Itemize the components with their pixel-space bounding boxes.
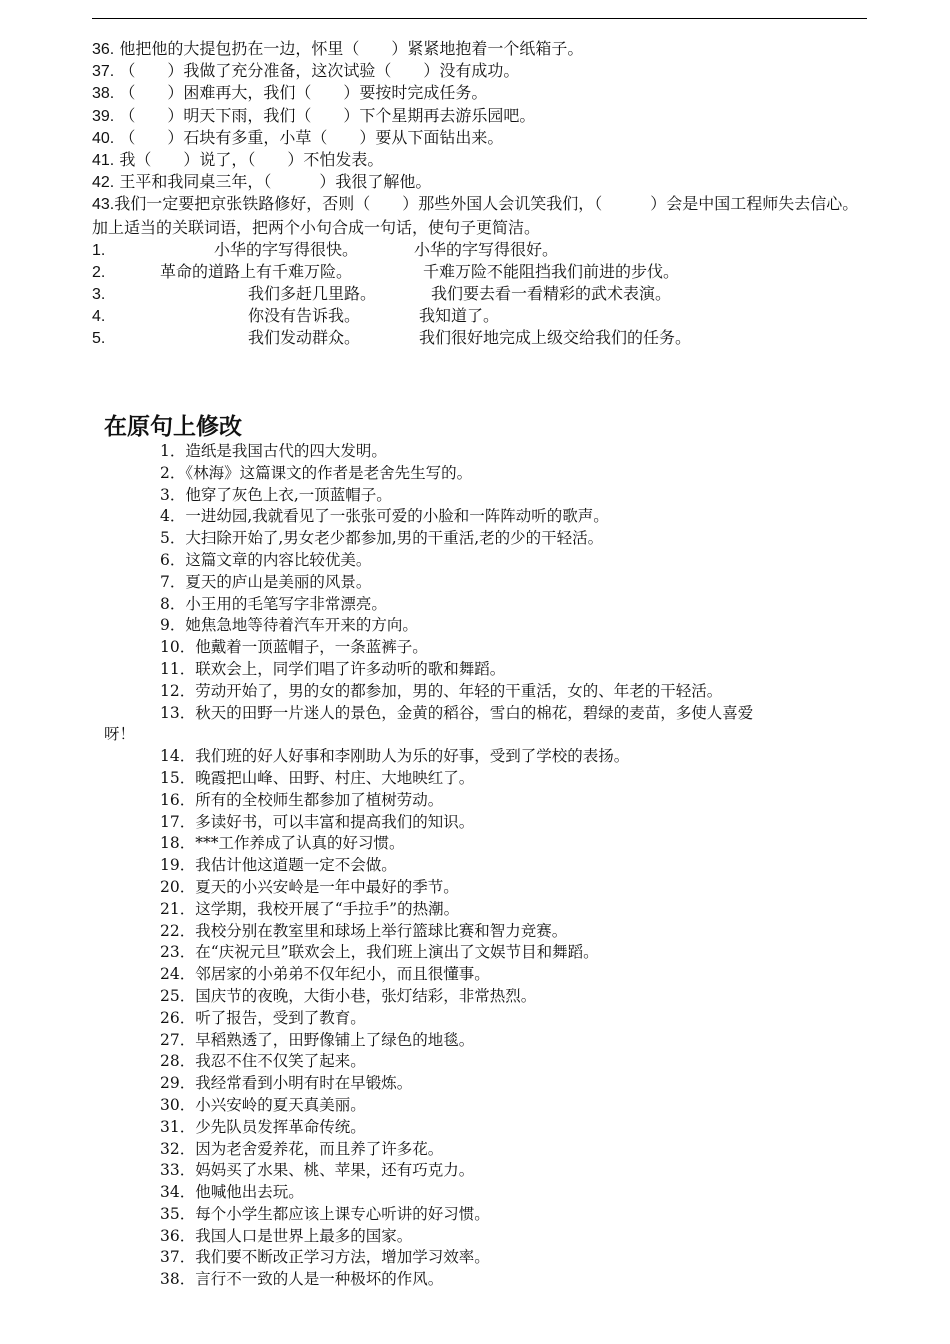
exercise-item-39: 39. （ ）明天下雨，我们（ ）下个星期再去游乐园吧。: [92, 105, 536, 125]
exercise-item-38: 38. （ ）困难再大，我们（ ）要按时完成任务。: [92, 83, 488, 103]
revision-item: 23．在“庆祝元旦”联欢会上，我们班上演出了文娱节目和舞蹈。: [160, 943, 599, 962]
revision-section: [104, 441, 868, 1291]
revision-item: 34．他喊他出去玩。: [160, 1183, 304, 1202]
revision-item: 32．因为老舍爱养花，而且养了许多花。: [160, 1139, 444, 1158]
top-rule: [92, 18, 867, 19]
revision-item: 4．一进幼园,我就看见了一张张可爱的小脸和一阵阵动听的歌声。: [160, 507, 609, 526]
combine-item-5: 5. 我们发动群众。 我们很好地完成上级交给我们的任务。: [92, 328, 692, 348]
revision-item: 36．我国人口是世界上最多的国家。: [160, 1226, 413, 1245]
revision-item: 2．《林海》这篇课文的作者是老舍先生写的。: [160, 463, 473, 482]
revision-item: 24．邻居家的小弟弟不仅年纪小，而且很懂事。: [160, 965, 490, 984]
combine-item-1: 1. 小华的字写得很快。 小华的字写得很好。: [92, 239, 559, 259]
revision-item: 15．晚霞把山峰、田野、村庄、大地映红了。: [160, 768, 475, 787]
revision-item: 37．我们要不断改正学习方法，增加学习效率。: [160, 1248, 490, 1267]
revision-item: 26．听了报告，受到了教育。: [160, 1008, 366, 1027]
revision-item: 17．多读好书，可以丰富和提高我们的知识。: [160, 812, 475, 831]
revision-item: 3．他穿了灰色上衣,一顶蓝帽子。: [160, 485, 392, 504]
revision-item: 12．劳动开始了，男的女的都参加，男的、年轻的干重活，女的、年老的干轻活。: [160, 681, 723, 700]
revision-item: 14．我们班的好人好事和李刚助人为乐的好事，受到了学校的表扬。: [160, 747, 630, 766]
revision-item: 9．她焦急地等待着汽车开来的方向。: [160, 616, 418, 635]
revision-item: 30．小兴安岭的夏天真美丽。: [160, 1095, 366, 1114]
combine-item-3: 3. 我们多赶几里路。 我们要去看一看精彩的武术表演。: [92, 284, 672, 304]
combine-item-4: 4. 你没有告诉我。 我知道了。: [92, 306, 500, 326]
revision-item: 13．秋天的田野一片迷人的景色，金黄的稻谷，雪白的棉花，碧绿的麦苗，多使人喜爱: [160, 703, 754, 722]
revision-item: 27．早稻熟透了，田野像铺上了绿色的地毯。: [160, 1030, 475, 1049]
combine-instruction: 加上适当的关联词语，把两个小句合成一句话，使句子更简洁。: [92, 217, 541, 237]
revision-item: 22．我校分别在教室里和球场上举行篮球比赛和智力竞赛。: [160, 921, 568, 940]
exercise-item-42: 42. 王平和我同桌三年，（ ）我很了解他。: [92, 172, 432, 192]
revision-item: 18．***工作养成了认真的好习惯。: [160, 834, 405, 853]
exercise-item-37: 37. （ ）我做了充分准备，这次试验（ ）没有成功。: [92, 61, 520, 81]
revision-item: 20．夏天的小兴安岭是一年中最好的季节。: [160, 877, 459, 896]
revision-item: 19．我估计他这道题一定不会做。: [160, 856, 397, 875]
revision-item: 8．小王用的毛笔写字非常漂亮。: [160, 594, 387, 613]
revision-item: 11．联欢会上，同学们唱了许多动听的歌和舞蹈。: [160, 659, 506, 678]
exercise-item-43: 43.我们一定要把京张铁路修好，否则（ ）那些外国人会讥笑我们，（ ）会是中国工程师失去信心。: [92, 194, 859, 214]
exercise-item-36: 36. 他把他的大提包扔在一边，怀里（ ）紧紧地抱着一个纸箱子。: [92, 39, 584, 58]
revision-item: 16．所有的全校师生都参加了植树劳动。: [160, 790, 444, 809]
fill-in-section: [92, 38, 868, 350]
revision-item: 7．夏天的庐山是美丽的风景。: [160, 572, 372, 591]
revision-item: 25．国庆节的夜晚，大街小巷，张灯结彩，非常热烈。: [160, 986, 537, 1005]
section-title: 在原句上修改: [104, 414, 242, 440]
revision-item: 28．我忍不住不仅笑了起来。: [160, 1052, 366, 1071]
revision-item: 6．这篇文章的内容比较优美。: [160, 550, 372, 569]
revision-item: 21．这学期，我校开展了“手拉手”的热潮。: [160, 899, 460, 918]
revision-item: 10．他戴着一顶蓝帽子，一条蓝裤子。: [160, 638, 428, 657]
revision-item: 33．妈妈买了水果、桃、苹果，还有巧克力。: [160, 1161, 475, 1180]
exercise-item-40: 40. （ ）石块有多重，小草（ ）要从下面钻出来。: [92, 127, 504, 147]
exercise-item-41: 41. 我（ ）说了，（ ）不怕发表。: [92, 149, 384, 169]
revision-item: 38．言行不一致的人是一种极坏的作风。: [160, 1270, 444, 1289]
revision-item: 1．造纸是我国古代的四大发明。: [160, 442, 387, 460]
revision-item: 35．每个小学生都应该上课专心听讲的好习惯。: [160, 1204, 490, 1223]
revision-item: 5．大扫除开始了,男女老少都参加,男的干重活,老的少的干轻活。: [160, 529, 604, 548]
revision-item-continuation: 呀！: [104, 725, 136, 744]
revision-item: 29．我经常看到小明有时在早锻炼。: [160, 1074, 413, 1093]
combine-item-2: 2. 革命的道路上有千难万险。 千难万险不能阻挡我们前进的步伐。: [92, 261, 680, 281]
revision-item: 31．少先队员发挥革命传统。: [160, 1117, 366, 1136]
